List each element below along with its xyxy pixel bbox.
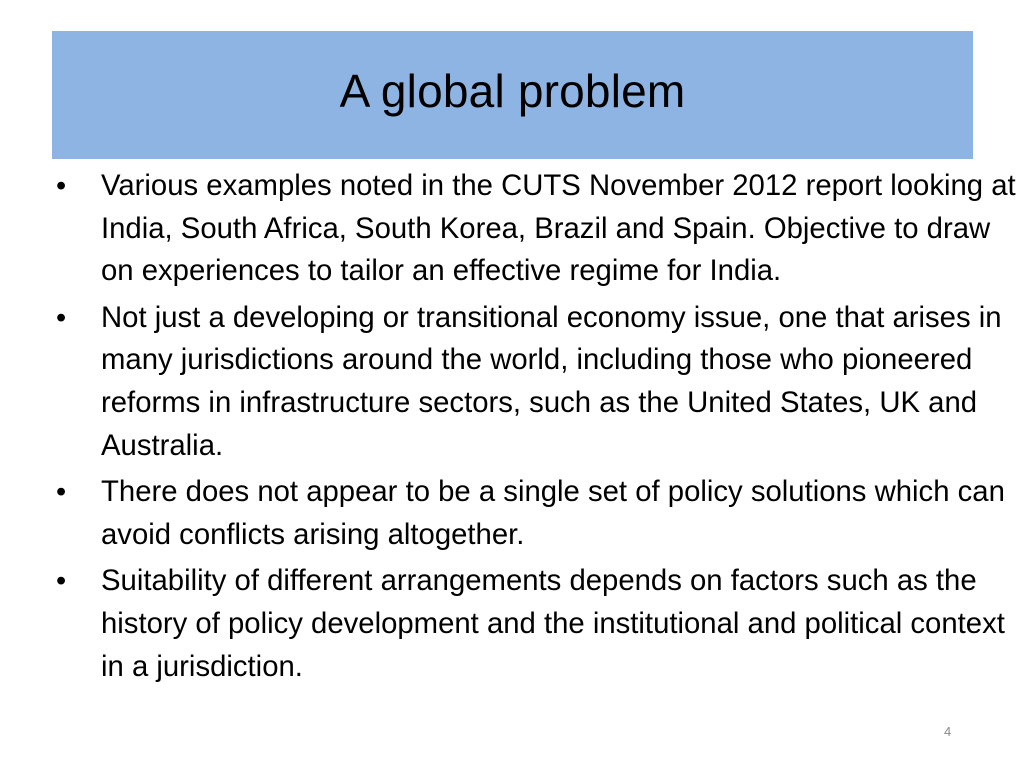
bullet-point-icon: • xyxy=(56,301,67,334)
bullet-text: There does not appear to be a single set of policy solutions which can avoid conflicts arising altogether. xyxy=(101,475,1005,551)
bullet-text: Not just a developing or transitional economy issue, one that arises in many jurisdictions around the world, including those who pioneered reforms in infrastructure sectors, such as the United States, UK and Australia. xyxy=(101,300,1002,462)
bullet-text: Suitability of different arrangements depends on factors such as the history of policy development and the institutional and political context in a jurisdiction. xyxy=(101,564,1005,683)
bullet-point-icon: • xyxy=(56,170,67,202)
bullet-item-1 xyxy=(56,165,1018,293)
bullet-point-icon: • xyxy=(56,476,67,509)
bullet-item-2 xyxy=(56,297,1018,467)
bullet-point-icon: • xyxy=(56,565,67,598)
title-bar xyxy=(52,31,973,159)
bullet-item-3 xyxy=(56,471,1018,556)
page-number: 4 xyxy=(944,724,952,739)
bullet-list xyxy=(56,165,1018,692)
bullet-text: Various examples noted in the CUTS November 2012 report looking at India, South Africa, South Korea, Brazil and Spain. Objective to draw on experiences to tailor an effective regime for India. xyxy=(101,169,1016,288)
bullet-item-4 xyxy=(56,560,1018,688)
slide-title: A global problem xyxy=(339,65,686,117)
